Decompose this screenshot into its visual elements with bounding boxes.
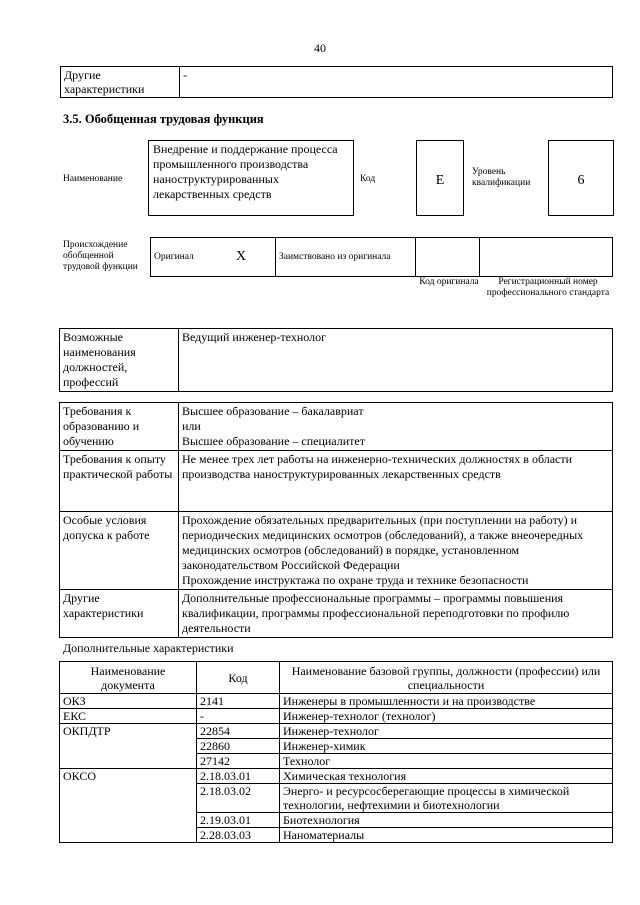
page-number: 40	[314, 41, 326, 55]
requirement-line: или	[182, 419, 201, 433]
requirement-row	[60, 512, 613, 590]
requirement-row	[60, 590, 613, 638]
row-name: Энерго- и ресурсосберегающие процессы в химической технологии, нефтехимии и биотехнологии	[280, 784, 613, 813]
row-name: Инженер-технолог	[280, 724, 613, 739]
function-name-value: Внедрение и поддержание процесса промышленного производства наноструктурированных лекарственных средств	[148, 140, 354, 216]
requirement-value	[179, 403, 613, 451]
row-name: Химическая технология	[280, 769, 613, 784]
origin-table	[150, 237, 613, 277]
other-characteristics-top-table	[60, 66, 613, 98]
additional-characteristics-table	[59, 661, 613, 843]
positions-value: Ведущий инженер-технолог	[179, 329, 613, 392]
row-code: 2141	[197, 694, 280, 709]
section-title: 3.5. Обобщенная трудовая функция	[63, 112, 264, 126]
requirement-label: Другие характеристики	[60, 590, 179, 638]
table-row	[60, 724, 613, 739]
table-header-row	[60, 662, 613, 694]
row-document: ОКСО	[60, 769, 197, 843]
qualification-level-label: Уровень квалификации	[472, 167, 531, 188]
row-code: 2.28.03.03	[197, 828, 280, 843]
requirement-label: Особые условия допуска к работе	[60, 512, 179, 590]
requirement-line: Дополнительные профессиональные программы – программы повышения квалификации, программы профессиональной переподготовки по профилю деятельности	[182, 591, 570, 635]
additional-characteristics-title: Дополнительные характеристики	[63, 641, 234, 655]
original-code-caption: Код оригинала	[419, 277, 479, 287]
qualification-level-value: 6	[548, 140, 614, 216]
requirement-label: Требования к опыту практической работы	[60, 451, 179, 512]
requirement-line: Высшее образование – специалитет	[182, 434, 365, 448]
requirement-row	[60, 451, 613, 512]
function-code-value: E	[416, 140, 464, 216]
other-characteristics-value: -	[180, 67, 613, 98]
requirement-line: Прохождение обязательных предварительных (при поступлении на работу) и периодических медицинских осмотров (обследований), а также внеочередных медицинских осмотров (обследований) в порядке, установленном законодательством Российской Федерации	[182, 513, 584, 572]
origin-label: Происхождение обобщенной трудовой функции	[63, 240, 138, 272]
function-name-label: Наименование	[63, 174, 123, 184]
table-row	[60, 769, 613, 784]
requirement-value	[179, 512, 613, 590]
original-code-cell	[416, 238, 480, 277]
table-row	[60, 709, 613, 724]
table-row	[60, 694, 613, 709]
header-document: Наименование документа	[60, 662, 197, 694]
row-name: Инженер-технолог (технолог)	[280, 709, 613, 724]
requirement-line: Не менее трех лет работы на инженерно-технических должностях в области производства наноструктурированных лекарственных средств	[182, 452, 573, 481]
row-name: Биотехнология	[280, 813, 613, 828]
requirement-line: Прохождение инструктажа по охране труда и технике безопасности	[182, 573, 529, 587]
row-code: 22854	[197, 724, 280, 739]
borrowed-label: Заимствовано из оригинала	[276, 238, 416, 277]
requirement-line: Высшее образование – бакалавриат	[182, 404, 364, 418]
row-document: ОКПДТР	[60, 724, 197, 769]
row-code: 2.18.03.01	[197, 769, 280, 784]
header-code: Код	[197, 662, 280, 694]
row-document: ЕКС	[60, 709, 197, 724]
row-name: Инженер-химик	[280, 739, 613, 754]
original-mark: X	[233, 238, 276, 277]
registration-number-cell	[480, 238, 613, 277]
requirement-label: Требования к образованию и обучению	[60, 403, 179, 451]
row-code: 2.18.03.02	[197, 784, 280, 813]
row-code: 27142	[197, 754, 280, 769]
header-name: Наименование базовой группы, должности (профессии) или специальности	[280, 662, 613, 694]
other-characteristics-label: Другие характеристики	[61, 67, 180, 98]
requirement-value	[179, 590, 613, 638]
row-code: 22860	[197, 739, 280, 754]
requirement-value	[179, 451, 613, 512]
row-name: Технолог	[280, 754, 613, 769]
requirement-row	[60, 403, 613, 451]
row-code: 2.19.03.01	[197, 813, 280, 828]
positions-table	[59, 328, 613, 392]
positions-label: Возможные наименования должностей, профессий	[60, 329, 179, 392]
original-label: Оригинал	[151, 238, 234, 277]
requirements-table	[59, 402, 613, 638]
row-name: Инженеры в промышленности и на производстве	[280, 694, 613, 709]
function-code-label: Код	[360, 174, 376, 184]
row-document: ОКЗ	[60, 694, 197, 709]
row-name: Наноматериалы	[280, 828, 613, 843]
row-code: -	[197, 709, 280, 724]
registration-number-caption: Регистрационный номер профессионального стандарта	[486, 277, 610, 298]
